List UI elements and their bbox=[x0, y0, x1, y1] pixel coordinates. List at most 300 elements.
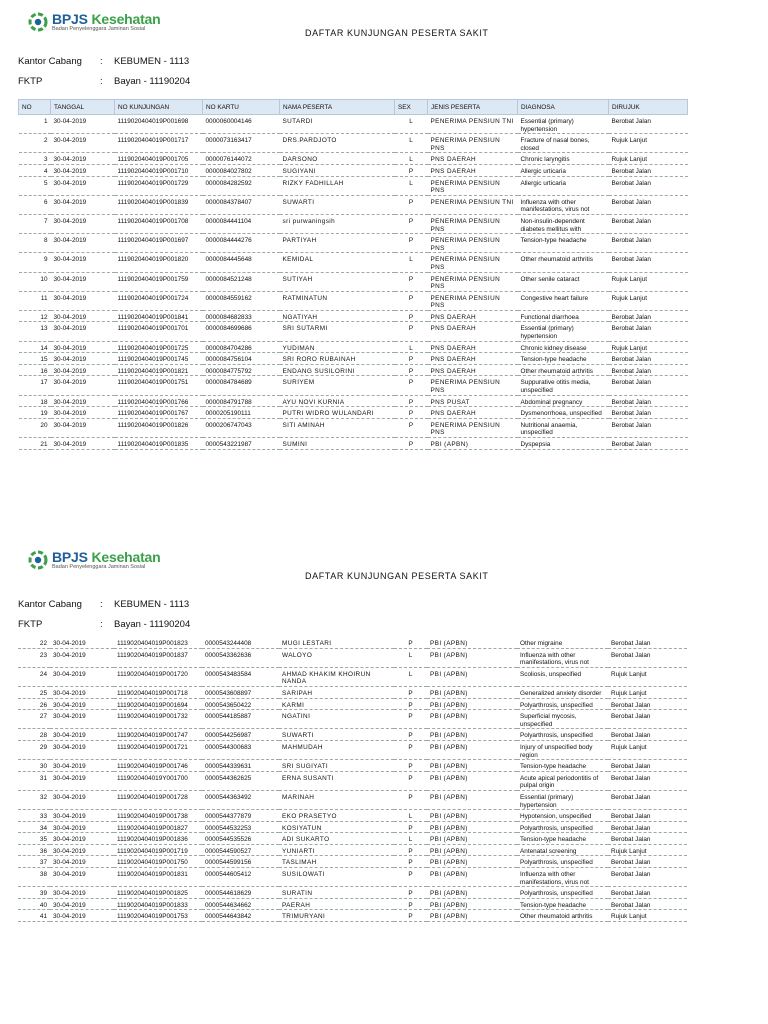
cell-sex: L bbox=[395, 153, 428, 165]
cell-dirujuk: Berobat Jalan bbox=[609, 310, 688, 322]
colon: : bbox=[100, 76, 103, 87]
cell-dirujuk: Berobat Jalan bbox=[608, 868, 687, 887]
cell-diagnosa: Other migraine bbox=[517, 637, 608, 648]
colon: : bbox=[100, 56, 103, 67]
cell-tanggal: 30-04-2019 bbox=[51, 253, 115, 272]
cell-no-kunjungan: 1119020404019P001759 bbox=[115, 272, 203, 291]
table-row bbox=[18, 771, 687, 790]
cell-sex: P bbox=[394, 856, 427, 868]
cell-dirujuk: Rujuk Lanjut bbox=[609, 291, 688, 310]
cell-no-kunjungan: 1119020404019P001767 bbox=[115, 407, 203, 419]
cell-diagnosa: Essential (primary) hypertension bbox=[517, 790, 608, 809]
col-header-dirujuk: DIRUJUK bbox=[609, 100, 688, 115]
cell-dirujuk: Berobat Jalan bbox=[609, 195, 688, 214]
cell-no: 20 bbox=[19, 418, 51, 437]
bpjs-logo bbox=[28, 550, 161, 571]
cell-nama-peserta: PAERAH bbox=[279, 898, 394, 910]
cell-sex: P bbox=[395, 376, 428, 395]
cell-diagnosa: Essential (primary) hypertension bbox=[518, 115, 609, 134]
cell-no-kartu: 0000084559162 bbox=[203, 291, 280, 310]
cell-tanggal: 30-04-2019 bbox=[51, 407, 115, 419]
visit-table-page-1 bbox=[18, 99, 688, 450]
table-row bbox=[18, 898, 687, 910]
table-row bbox=[18, 833, 687, 845]
cell-sex: L bbox=[395, 253, 428, 272]
brand-tagline: Badan Penyelenggara Jaminan Sosial bbox=[52, 26, 146, 32]
cell-jenis-peserta: PBI (APBN) bbox=[427, 771, 517, 790]
cell-tanggal: 30-04-2019 bbox=[50, 637, 114, 648]
cell-tanggal: 30-04-2019 bbox=[51, 291, 115, 310]
cell-no-kartu: 0000544599156 bbox=[202, 856, 279, 868]
cell-diagnosa: Fracture of nasal bones, closed bbox=[518, 134, 609, 153]
cell-dirujuk: Berobat Jalan bbox=[609, 253, 688, 272]
cell-no: 37 bbox=[18, 856, 50, 868]
cell-jenis-peserta: PBI (APBN) bbox=[427, 698, 517, 710]
cell-no-kartu: 0000084682833 bbox=[203, 310, 280, 322]
cell-diagnosa: Tension-type headache bbox=[517, 760, 608, 772]
kantor-cabang-row bbox=[18, 56, 189, 67]
cell-jenis-peserta: PENERIMA PENSIUN TNI bbox=[428, 195, 518, 214]
fktp-value: Bayan - 11190204 bbox=[114, 76, 191, 87]
cell-no-kartu: 0000084445648 bbox=[203, 253, 280, 272]
table-row bbox=[19, 438, 688, 450]
cell-tanggal: 30-04-2019 bbox=[50, 710, 114, 729]
cell-dirujuk: Berobat Jalan bbox=[609, 176, 688, 195]
cell-dirujuk: Berobat Jalan bbox=[608, 790, 687, 809]
cell-nama-peserta: RATMINATUN bbox=[280, 291, 395, 310]
cell-jenis-peserta: PBI (APBN) bbox=[427, 833, 517, 845]
table-row bbox=[18, 729, 687, 741]
fktp-label: FKTP bbox=[18, 619, 43, 630]
cell-nama-peserta: AHMAD KHAKIM KHOIRUN NANDA bbox=[279, 667, 394, 686]
cell-no: 29 bbox=[18, 740, 50, 759]
cell-no-kartu: 0000544339631 bbox=[202, 760, 279, 772]
cell-diagnosa: Congestive heart failure bbox=[518, 291, 609, 310]
cell-no: 1 bbox=[19, 115, 51, 134]
cell-nama-peserta: ERNA SUSANTI bbox=[279, 771, 394, 790]
table-row bbox=[19, 253, 688, 272]
table-row bbox=[18, 760, 687, 772]
table-row bbox=[18, 790, 687, 809]
cell-dirujuk: Berobat Jalan bbox=[608, 887, 687, 899]
table-row bbox=[19, 310, 688, 322]
cell-jenis-peserta: PNS DAERAH bbox=[428, 353, 518, 365]
cell-jenis-peserta: PNS DAERAH bbox=[428, 153, 518, 165]
cell-dirujuk: Rujuk Lanjut bbox=[608, 910, 687, 922]
cell-sex: L bbox=[395, 115, 428, 134]
cell-diagnosa: Injury of unspecified body region bbox=[517, 740, 608, 759]
cell-sex: P bbox=[395, 272, 428, 291]
cell-no: 30 bbox=[18, 760, 50, 772]
table-row bbox=[18, 667, 687, 686]
cell-no-kunjungan: 1119020404019P001697 bbox=[115, 234, 203, 253]
cell-nama-peserta: TASLIMAH bbox=[279, 856, 394, 868]
cell-jenis-peserta: PNS DAERAH bbox=[428, 164, 518, 176]
cell-no: 2 bbox=[19, 134, 51, 153]
cell-tanggal: 30-04-2019 bbox=[51, 115, 115, 134]
cell-no-kunjungan: 1119020404019P001710 bbox=[115, 164, 203, 176]
cell-no-kartu: 0000544634662 bbox=[202, 898, 279, 910]
cell-no-kunjungan: 1119020404019P001698 bbox=[115, 115, 203, 134]
bpjs-logo-icon bbox=[28, 12, 48, 32]
cell-sex: P bbox=[394, 771, 427, 790]
cell-jenis-peserta: PBI (APBN) bbox=[428, 438, 518, 450]
col-header-no-kartu: NO KARTU bbox=[203, 100, 280, 115]
table-row bbox=[18, 856, 687, 868]
cell-tanggal: 30-04-2019 bbox=[50, 868, 114, 887]
cell-no: 16 bbox=[19, 364, 51, 376]
cell-nama-peserta: SUGIYANI bbox=[280, 164, 395, 176]
cell-diagnosa: Functional diarrhoea bbox=[518, 310, 609, 322]
cell-no-kunjungan: 1119020404019P001729 bbox=[115, 176, 203, 195]
cell-nama-peserta: ENDANG SUSILORINI bbox=[280, 364, 395, 376]
cell-no: 6 bbox=[19, 195, 51, 214]
cell-dirujuk: Berobat Jalan bbox=[609, 353, 688, 365]
cell-nama-peserta: KARMI bbox=[279, 698, 394, 710]
cell-no-kunjungan: 1119020404019P001747 bbox=[114, 729, 202, 741]
col-header-jenis-peserta: JENIS PESERTA bbox=[428, 100, 518, 115]
cell-no: 27 bbox=[18, 710, 50, 729]
cell-tanggal: 30-04-2019 bbox=[51, 322, 115, 341]
brand-main: BPJS bbox=[52, 549, 88, 565]
cell-tanggal: 30-04-2019 bbox=[50, 898, 114, 910]
cell-no-kunjungan: 1119020404019P001717 bbox=[115, 134, 203, 153]
table-row bbox=[18, 637, 687, 648]
cell-dirujuk: Rujuk Lanjut bbox=[608, 667, 687, 686]
cell-sex: P bbox=[394, 710, 427, 729]
cell-jenis-peserta: PBI (APBN) bbox=[427, 648, 517, 667]
cell-tanggal: 30-04-2019 bbox=[50, 910, 114, 922]
cell-no: 9 bbox=[19, 253, 51, 272]
cell-no-kunjungan: 1119020404019P001701 bbox=[115, 322, 203, 341]
cell-diagnosa: Polyarthrosis, unspecified bbox=[517, 729, 608, 741]
report-title: DAFTAR KUNJUNGAN PESERTA SAKIT bbox=[305, 571, 489, 581]
cell-no-kunjungan: 1119020404019P001833 bbox=[114, 898, 202, 910]
table-header-row bbox=[19, 100, 688, 115]
cell-no-kartu: 0000084282592 bbox=[203, 176, 280, 195]
cell-sex: P bbox=[394, 898, 427, 910]
cell-dirujuk: Berobat Jalan bbox=[608, 760, 687, 772]
cell-no-kartu: 0000205190111 bbox=[203, 407, 280, 419]
cell-no-kartu: 0000084521248 bbox=[203, 272, 280, 291]
cell-dirujuk: Berobat Jalan bbox=[609, 115, 688, 134]
cell-sex: P bbox=[394, 844, 427, 856]
cell-dirujuk: Rujuk Lanjut bbox=[608, 844, 687, 856]
table-row bbox=[19, 376, 688, 395]
cell-sex: P bbox=[395, 310, 428, 322]
cell-sex: P bbox=[394, 821, 427, 833]
cell-tanggal: 30-04-2019 bbox=[50, 887, 114, 899]
cell-tanggal: 30-04-2019 bbox=[51, 438, 115, 450]
cell-no: 21 bbox=[19, 438, 51, 450]
table-row bbox=[18, 810, 687, 822]
cell-tanggal: 30-04-2019 bbox=[51, 164, 115, 176]
cell-diagnosa: Chronic kidney disease bbox=[518, 341, 609, 353]
table-row bbox=[19, 164, 688, 176]
cell-no-kunjungan: 1119020404019P001823 bbox=[114, 637, 202, 648]
cell-no-kunjungan: 1119020404019P001831 bbox=[114, 868, 202, 887]
cell-no-kartu: 0000084775792 bbox=[203, 364, 280, 376]
cell-tanggal: 30-04-2019 bbox=[51, 176, 115, 195]
table-row bbox=[18, 710, 687, 729]
cell-no: 4 bbox=[19, 164, 51, 176]
visit-table-page-2 bbox=[18, 637, 687, 922]
cell-tanggal: 30-04-2019 bbox=[50, 648, 114, 667]
table-row bbox=[18, 740, 687, 759]
cell-dirujuk: Berobat Jalan bbox=[608, 637, 687, 648]
cell-tanggal: 30-04-2019 bbox=[51, 272, 115, 291]
cell-sex: P bbox=[394, 790, 427, 809]
cell-diagnosa: Influenza with other manifestations, virus not bbox=[517, 868, 608, 887]
table-row bbox=[18, 844, 687, 856]
cell-no-kunjungan: 1119020404019P001821 bbox=[115, 364, 203, 376]
cell-sex: P bbox=[395, 291, 428, 310]
cell-nama-peserta: DRS.PARDJOTO bbox=[280, 134, 395, 153]
cell-no-kartu: 0000543608897 bbox=[202, 686, 279, 698]
cell-no-kartu: 0000206747043 bbox=[203, 418, 280, 437]
col-header-sex: SEX bbox=[395, 100, 428, 115]
cell-no-kunjungan: 1119020404019P001820 bbox=[115, 253, 203, 272]
cell-no-kunjungan: 1119020404019P001836 bbox=[114, 833, 202, 845]
cell-no: 8 bbox=[19, 234, 51, 253]
cell-sex: P bbox=[394, 910, 427, 922]
cell-nama-peserta: SURIYEM bbox=[280, 376, 395, 395]
cell-sex: P bbox=[395, 234, 428, 253]
cell-no-kartu: 0000544185887 bbox=[202, 710, 279, 729]
cell-diagnosa: Tension-type headache bbox=[518, 353, 609, 365]
cell-diagnosa: Tension-type headache bbox=[517, 833, 608, 845]
cell-sex: P bbox=[395, 364, 428, 376]
table-row bbox=[19, 214, 688, 233]
table-row bbox=[18, 868, 687, 887]
colon: : bbox=[100, 599, 103, 610]
cell-nama-peserta: TRIMURYANI bbox=[279, 910, 394, 922]
cell-jenis-peserta: PBI (APBN) bbox=[427, 760, 517, 772]
cell-no-kartu: 0000544362625 bbox=[202, 771, 279, 790]
cell-no-kunjungan: 1119020404019P001732 bbox=[114, 710, 202, 729]
cell-no-kunjungan: 1119020404019P001718 bbox=[114, 686, 202, 698]
brand-sub: Kesehatan bbox=[91, 11, 161, 27]
cell-jenis-peserta: PNS DAERAH bbox=[428, 310, 518, 322]
cell-no-kartu: 0000084027802 bbox=[203, 164, 280, 176]
cell-nama-peserta: NGATIYAH bbox=[280, 310, 395, 322]
cell-sex: P bbox=[394, 729, 427, 741]
cell-tanggal: 30-04-2019 bbox=[50, 833, 114, 845]
col-header-no-kunjungan: NO KUNJUNGAN bbox=[115, 100, 203, 115]
cell-nama-peserta: SARIPAH bbox=[279, 686, 394, 698]
cell-diagnosa: Essential (primary) hypertension bbox=[518, 322, 609, 341]
cell-no: 31 bbox=[18, 771, 50, 790]
table-row bbox=[19, 418, 688, 437]
cell-diagnosa: Polyarthrosis, unspecified bbox=[517, 698, 608, 710]
cell-nama-peserta: SUWARTI bbox=[280, 195, 395, 214]
cell-no: 36 bbox=[18, 844, 50, 856]
cell-dirujuk: Berobat Jalan bbox=[609, 407, 688, 419]
cell-no-kartu: 0000544377879 bbox=[202, 810, 279, 822]
cell-dirujuk: Berobat Jalan bbox=[608, 729, 687, 741]
cell-no-kunjungan: 1119020404019P001827 bbox=[114, 821, 202, 833]
table-row bbox=[19, 395, 688, 407]
table-row bbox=[19, 195, 688, 214]
cell-diagnosa: Polyarthrosis, unspecified bbox=[517, 856, 608, 868]
cell-no: 12 bbox=[19, 310, 51, 322]
cell-no-kunjungan: 1119020404019P001839 bbox=[115, 195, 203, 214]
table-row bbox=[19, 272, 688, 291]
cell-sex: L bbox=[394, 810, 427, 822]
cell-tanggal: 30-04-2019 bbox=[51, 134, 115, 153]
cell-no-kunjungan: 1119020404019P001745 bbox=[115, 353, 203, 365]
cell-nama-peserta: SITI AMINAH bbox=[280, 418, 395, 437]
cell-no-kunjungan: 1119020404019P001694 bbox=[114, 698, 202, 710]
cell-diagnosa: Suppurative otitis media, unspecified bbox=[518, 376, 609, 395]
cell-no: 35 bbox=[18, 833, 50, 845]
cell-jenis-peserta: PBI (APBN) bbox=[427, 910, 517, 922]
cell-no: 10 bbox=[19, 272, 51, 291]
cell-tanggal: 30-04-2019 bbox=[50, 810, 114, 822]
cell-sex: P bbox=[394, 760, 427, 772]
report-title: DAFTAR KUNJUNGAN PESERTA SAKIT bbox=[305, 28, 489, 38]
cell-jenis-peserta: PENERIMA PENSIUN PNS bbox=[428, 134, 518, 153]
cell-jenis-peserta: PBI (APBN) bbox=[427, 790, 517, 809]
cell-sex: P bbox=[395, 322, 428, 341]
cell-nama-peserta: EKO PRASETYO bbox=[279, 810, 394, 822]
cell-jenis-peserta: PENERIMA PENSIUN PNS bbox=[428, 291, 518, 310]
cell-no-kunjungan: 1119020404019P001724 bbox=[115, 291, 203, 310]
table-row bbox=[19, 353, 688, 365]
cell-jenis-peserta: PENERIMA PENSIUN PNS bbox=[428, 272, 518, 291]
cell-no-kartu: 0000073163417 bbox=[203, 134, 280, 153]
cell-nama-peserta: KOSIYATUN bbox=[279, 821, 394, 833]
cell-dirujuk: Berobat Jalan bbox=[609, 438, 688, 450]
cell-diagnosa: Other senile cataract bbox=[518, 272, 609, 291]
cell-diagnosa: Superficial mycosis, unspecified bbox=[517, 710, 608, 729]
cell-diagnosa: Other rheumatoid arthritis bbox=[518, 364, 609, 376]
cell-no: 23 bbox=[18, 648, 50, 667]
cell-jenis-peserta: PBI (APBN) bbox=[427, 821, 517, 833]
col-header-tanggal: TANGGAL bbox=[51, 100, 115, 115]
cell-dirujuk: Berobat Jalan bbox=[609, 234, 688, 253]
cell-sex: P bbox=[395, 407, 428, 419]
cell-sex: L bbox=[394, 648, 427, 667]
cell-dirujuk: Berobat Jalan bbox=[608, 898, 687, 910]
cell-no-kartu: 0000084704286 bbox=[203, 341, 280, 353]
cell-tanggal: 30-04-2019 bbox=[50, 821, 114, 833]
cell-dirujuk: Berobat Jalan bbox=[608, 821, 687, 833]
cell-dirujuk: Berobat Jalan bbox=[609, 364, 688, 376]
cell-no-kunjungan: 1119020404019P001705 bbox=[115, 153, 203, 165]
cell-no: 18 bbox=[19, 395, 51, 407]
fktp-label: FKTP bbox=[18, 76, 43, 87]
cell-jenis-peserta: PBI (APBN) bbox=[427, 637, 517, 648]
kantor-cabang-row bbox=[18, 599, 189, 610]
cell-sex: P bbox=[394, 698, 427, 710]
cell-no-kunjungan: 1119020404019P001719 bbox=[114, 844, 202, 856]
cell-no: 19 bbox=[19, 407, 51, 419]
table-row bbox=[18, 821, 687, 833]
cell-diagnosa: Allergic urticaria bbox=[518, 164, 609, 176]
table-row bbox=[19, 341, 688, 353]
brand-tagline: Badan Penyelenggara Jaminan Sosial bbox=[52, 564, 146, 570]
cell-no-kartu: 0000084444276 bbox=[203, 234, 280, 253]
kantor-label: Kantor Cabang bbox=[18, 56, 82, 67]
cell-no: 24 bbox=[18, 667, 50, 686]
cell-dirujuk: Berobat Jalan bbox=[608, 771, 687, 790]
cell-diagnosa: Polyarthrosis, unspecified bbox=[517, 821, 608, 833]
cell-nama-peserta: SRI RORO RUBAINAH bbox=[280, 353, 395, 365]
cell-tanggal: 30-04-2019 bbox=[51, 341, 115, 353]
kantor-value: KEBUMEN - 1113 bbox=[114, 56, 190, 67]
cell-nama-peserta: AYU NOVI KURNIA bbox=[280, 395, 395, 407]
cell-tanggal: 30-04-2019 bbox=[50, 667, 114, 686]
cell-jenis-peserta: PENERIMA PENSIUN PNS bbox=[428, 176, 518, 195]
table-row bbox=[19, 407, 688, 419]
cell-no: 28 bbox=[18, 729, 50, 741]
cell-no-kartu: 0000084441104 bbox=[203, 214, 280, 233]
table-row bbox=[19, 322, 688, 341]
table-row bbox=[19, 176, 688, 195]
cell-no-kartu: 0000084791788 bbox=[203, 395, 280, 407]
cell-no: 40 bbox=[18, 898, 50, 910]
cell-no: 15 bbox=[19, 353, 51, 365]
cell-no-kunjungan: 1119020404019P001766 bbox=[115, 395, 203, 407]
cell-no-kartu: 0000544363492 bbox=[202, 790, 279, 809]
cell-nama-peserta: YUNIARTI bbox=[279, 844, 394, 856]
cell-no: 34 bbox=[18, 821, 50, 833]
cell-sex: P bbox=[395, 353, 428, 365]
cell-nama-peserta: SRI SUGIYATI bbox=[279, 760, 394, 772]
cell-dirujuk: Berobat Jalan bbox=[609, 376, 688, 395]
table-row bbox=[19, 153, 688, 165]
cell-dirujuk: Rujuk Lanjut bbox=[608, 686, 687, 698]
cell-jenis-peserta: PBI (APBN) bbox=[427, 729, 517, 741]
cell-jenis-peserta: PBI (APBN) bbox=[427, 887, 517, 899]
cell-tanggal: 30-04-2019 bbox=[51, 195, 115, 214]
cell-sex: L bbox=[394, 833, 427, 845]
col-header-no: NO bbox=[19, 100, 51, 115]
cell-nama-peserta: SURATIN bbox=[279, 887, 394, 899]
cell-jenis-peserta: PENERIMA PENSIUN PNS bbox=[428, 214, 518, 233]
cell-dirujuk: Berobat Jalan bbox=[608, 856, 687, 868]
cell-no-kartu: 0000084784689 bbox=[203, 376, 280, 395]
cell-dirujuk: Berobat Jalan bbox=[609, 418, 688, 437]
fktp-row bbox=[18, 76, 190, 87]
cell-diagnosa: Antenatal screening bbox=[517, 844, 608, 856]
cell-sex: P bbox=[394, 868, 427, 887]
cell-jenis-peserta: PNS PUSAT bbox=[428, 395, 518, 407]
cell-jenis-peserta: PBI (APBN) bbox=[427, 898, 517, 910]
cell-no-kunjungan: 1119020404019P001835 bbox=[115, 438, 203, 450]
cell-jenis-peserta: PBI (APBN) bbox=[427, 667, 517, 686]
cell-no: 7 bbox=[19, 214, 51, 233]
cell-jenis-peserta: PNS DAERAH bbox=[428, 407, 518, 419]
cell-tanggal: 30-04-2019 bbox=[51, 310, 115, 322]
cell-no-kartu: 0000543221987 bbox=[203, 438, 280, 450]
cell-nama-peserta: MAHMUDAH bbox=[279, 740, 394, 759]
cell-no: 41 bbox=[18, 910, 50, 922]
cell-no-kunjungan: 1119020404019P001751 bbox=[115, 376, 203, 395]
cell-no-kartu: 0000544535526 bbox=[202, 833, 279, 845]
cell-nama-peserta: MARINAH bbox=[279, 790, 394, 809]
cell-diagnosa: Other rheumatoid arthritis bbox=[518, 253, 609, 272]
cell-nama-peserta: SUMINI bbox=[280, 438, 395, 450]
cell-no-kunjungan: 1119020404019P001720 bbox=[114, 667, 202, 686]
cell-sex: P bbox=[394, 637, 427, 648]
cell-no-kartu: 0000544300683 bbox=[202, 740, 279, 759]
cell-no-kartu: 0000544256987 bbox=[202, 729, 279, 741]
brand-sub: Kesehatan bbox=[91, 549, 161, 565]
cell-no-kunjungan: 1119020404019P001750 bbox=[114, 856, 202, 868]
col-header-diagnosa: DIAGNOSA bbox=[518, 100, 609, 115]
